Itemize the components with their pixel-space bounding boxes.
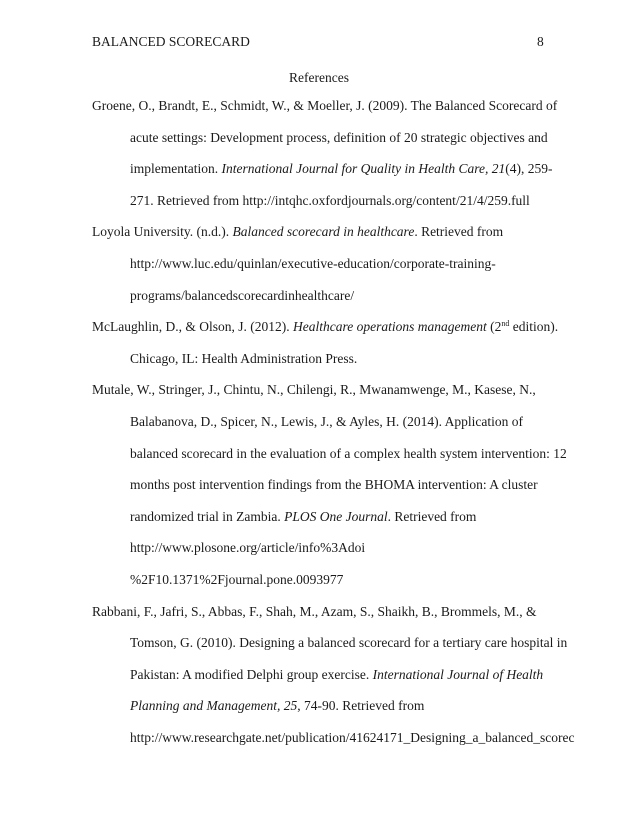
journal-title: PLOS One Journal	[284, 508, 388, 524]
running-head: BALANCED SCORECARD	[92, 34, 250, 49]
reference-groene-line-3: implementation. International Journal for Quality in Health Care, 21(4), 259-	[130, 161, 553, 177]
reference-groene-line-2: acute settings: Development process, definition of 20 strategic objectives and	[130, 129, 548, 145]
reference-mutale-line-6: http://www.plosone.org/article/info%3Adoi	[130, 540, 366, 556]
reference-list	[92, 98, 575, 761]
reference-rabbani-line-5: http://www.researchgate.net/publication/41624171_Designing_a_balanced_scorec	[130, 729, 575, 745]
reference-rabbani-line-3: Pakistan: A modified Delphi group exercise. International Journal of Health	[130, 666, 544, 682]
page-number: 8	[537, 34, 544, 49]
reference-mutale-line-2: Balabanova, D., Spicer, N., Lewis, J., & Ayles, H. (2014). Application of	[130, 413, 524, 429]
reference-mutale-line-7: %2F10.1371%2Fjournal.pone.0093977	[130, 571, 344, 587]
reference-mutale-line-5: randomized trial in Zambia. PLOS One Journal. Retrieved from	[130, 508, 477, 524]
reference-loyola-line-2: http://www.luc.edu/quinlan/executive-education/corporate-training-	[130, 255, 496, 271]
journal-title-continued: Planning and Management, 25	[130, 698, 298, 714]
reference-rabbani-line-4: Planning and Management, 25, 74-90. Retrieved from	[130, 698, 425, 714]
journal-title: International Journal for Quality in Health Care, 21	[221, 161, 506, 177]
reference-mclaughlin-line-2: Chicago, IL: Health Administration Press.	[130, 350, 358, 366]
book-title: Healthcare operations management	[292, 319, 487, 335]
reference-mutale-line-4: months post intervention findings from the BHOMA intervention: A cluster	[130, 477, 538, 493]
reference-mclaughlin-line-1: McLaughlin, D., & Olson, J. (2012). Healthcare operations management (2nd edition).	[92, 319, 559, 335]
reference-loyola-line-3: programs/balancedscorecardinhealthcare/	[130, 287, 355, 303]
journal-title: International Journal of Health	[372, 666, 544, 682]
ordinal-superscript: nd	[501, 319, 510, 329]
reference-mutale-line-3: balanced scorecard in the evaluation of a complex health system intervention: 12	[130, 445, 567, 461]
reference-loyola-line-1: Loyola University. (n.d.). Balanced scorecard in healthcare. Retrieved from	[92, 224, 504, 240]
reference-rabbani-line-1: Rabbani, F., Jafri, S., Abbas, F., Shah, M., Azam, S., Shaikh, B., Brommels, M., &	[92, 603, 537, 619]
reference-mutale-line-1: Mutale, W., Stringer, J., Chintu, N., Chilengi, R., Mwanamwenge, M., Kasese, N.,	[92, 382, 536, 398]
reference-groene-line-4: 271. Retrieved from http://intqhc.oxfordjournals.org/content/21/4/259.full	[130, 192, 530, 208]
work-title: Balanced scorecard in healthcare	[232, 224, 415, 240]
reference-groene-line-1: Groene, O., Brandt, E., Schmidt, W., & Moeller, J. (2009). The Balanced Scorecard of	[92, 98, 558, 113]
references-heading: References	[289, 70, 349, 85]
reference-rabbani-line-2: Tomson, G. (2010). Designing a balanced scorecard for a tertiary care hospital in	[130, 635, 568, 651]
